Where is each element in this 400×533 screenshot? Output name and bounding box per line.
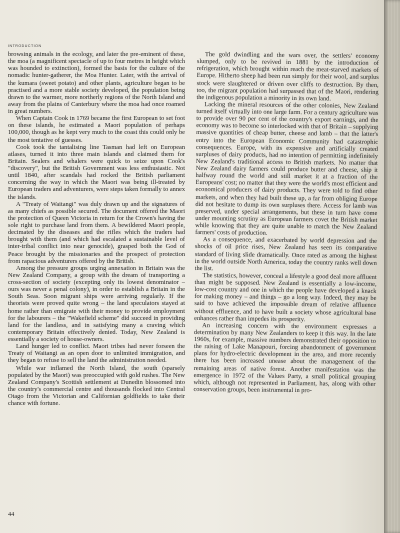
paragraph: The gold dwindling and the wars over, the settlers' economy slumped, only to be revived in 1881 by the introduction of refrigeration, which brought within reach the meat-starved markets of Europe. Hitherto sheep had been run simply for their wool, and surplus stock were slaughtered or driven over cliffs to destruction. By then, too, the migrant population had surpassed that of the Maori, rendering the indigenous population a minority in its own land.	[196, 51, 379, 103]
left-column	[8, 51, 185, 507]
page-number: 44	[8, 511, 15, 518]
paragraph: Land hunger led to conflict. Maori tribes had never forseen the Treaty of Waitangi as an open door to unlimited immigration, and they began to refuse to sell the land the administration needed.	[8, 343, 185, 365]
running-head: INTRODUCTION	[8, 44, 42, 48]
paragraph: Among the pressure groups urging annexation in Britain was the New Zealand Company, a group with the dream of transporting a cross-section of society (excepting only its lowest denominator – ours was never a penal colony), in order to establish a Britain in the South Seas. Soon migrant ships were arriving regularly. If the theorists were proved quite wrong – the land speculators stayed at home rather than emigrate with their money to provide employment for the labourers – the "Wakefield scheme" did succeed in providing land for the landless, and in satisfying many a craving which contemporary Britain effectively denied. Today, New Zealand is essentially a society of house-owners.	[8, 264, 185, 343]
page-stack-edge	[384, 0, 400, 533]
paragraph: A "Treaty of Waitangi" was duly drawn up and the signatures of as many chiefs as possible secured. The document offered the Maori the protection of Queen Victoria in return for the Crown's having the sole right to purchase land from them. A bewildered Maori people, decimated by the diseases and the rifles which the traders had brought with them (and which had escalated a sustainable level of inter-tribal conflict into near genocide), grasped both the God of Peace brought by the missionaries and the prospect of protection from rapacious adventurers offered by the British.	[8, 200, 185, 265]
paragraph: As a consequence, and exacerbated by world depression and the shocks of oil price rises, New Zealand has seen its comparative standard of living slide dramatically. Once rated as among the highest in the world outside North America, today the country ranks well down the list.	[194, 236, 378, 272]
paragraph: An increasing concern with the environment expresses a determination by many New Zealanders to keep it this way. In the late 1960s, for example, massive numbers demonstrated their opposition to the raising of Lake Manapouri, forcing abandonment of government plans for hydro-electric development in the area, and more recently there has been increased unease about the management of the remaining areas of native forest. Another manifestation was the emergence in 1972 of the Values Party, a small political grouping which, although not represented in Parliament, has, along with other conservation groups, been instrumental in pro-	[193, 321, 377, 395]
right-column	[192, 51, 379, 509]
paragraph: When Captain Cook in 1769 became the first European to set foot on these islands, he estimated a Maori population of perhaps 100,000, though as he kept very much to the coast this could only be the most tentative of guesses.	[8, 115, 185, 144]
paragraph: While war inflamed the North Island, the south (sparsely populated by the Maori) was preoccupied with gold rushes. The New Zealand Company's Scottish settlement at Dunedin blossomed into the country's commercial centre and thousands flocked into Central Otago from the Victorian and Californian goldfields to take their chance with fortune.	[8, 364, 185, 408]
paragraph: Cook took the tantalising line Tasman had left on European atlases, turned it into three main islands and claimed them for Britain. Sealers and whalers were quick to seize upon Cook's "discovery", but the British Government was less enthusiastic. Not until 1840, after scandals had rocked the British parliament concerning the way in which the Maori was being ill-treated by European traders and adventurers, were steps taken formally to annex the islands.	[8, 143, 185, 201]
paragraph: Lacking the mineral resources of the other colonies, New Zealand turned itself virtually into one large farm. For a century agriculture was to provide over 90 per cent of the country's export earnings, and the economy was to become so interlocked with that of Britain – supplying massive quantities of cheap butter, cheese and lamb – that the latter's entry into the European Economic Community had catastrophic consequences. Europe, with its expensive and artificially created surpluses of dairy products, had no intention of permitting indefinitely New Zealand's traditional access to British markets. No matter that New Zealand dairy farmers could produce butter and cheese, ship it halfway round the world and still market it at a fraction of the Europeans' cost; no matter that they were the world's most efficient and economical producers of dairy products. They were told to find other markets, and when they had built these up, a far from obliging Europe did not hesitate to dump its own surpluses there. Access for lamb was preserved, under special arrangements, but these in turn have come under mounting scrutiny as European farmers covet the British market while knowing that they are quite unable to match the New Zealand farmers' costs of production.	[195, 100, 379, 237]
paragraph: The statistics, however, conceal a lifestyle a good deal more affluent than might be supposed. New Zealand is essentially a low-income, low-cost country and one in which the people have developed a knack for making money – and things – go a long way. Indeed, they may be said to have achieved the impossible dream of relative affluence without effluence, and to have built a society whose agricultural base enhances rather than impedes its prosperity.	[194, 271, 377, 323]
paragraph: browsing animals in the ecology, and later the pre-eminent of these, the moa (a magnificent spectacle of up to four metres in height which was hounded to extinction), formed the basis for the culture of the nomadic hunter-gatherer, the Moa Hunter. Later, with the arrival of the kumara (sweet potato) and other plants, agriculture began to be practised and a more stable society developed, the population being drawn to the warmer, more northerly regions of the North Island and away from the plains of Canterbury where the moa had once roamed in great numbers.	[8, 51, 185, 115]
